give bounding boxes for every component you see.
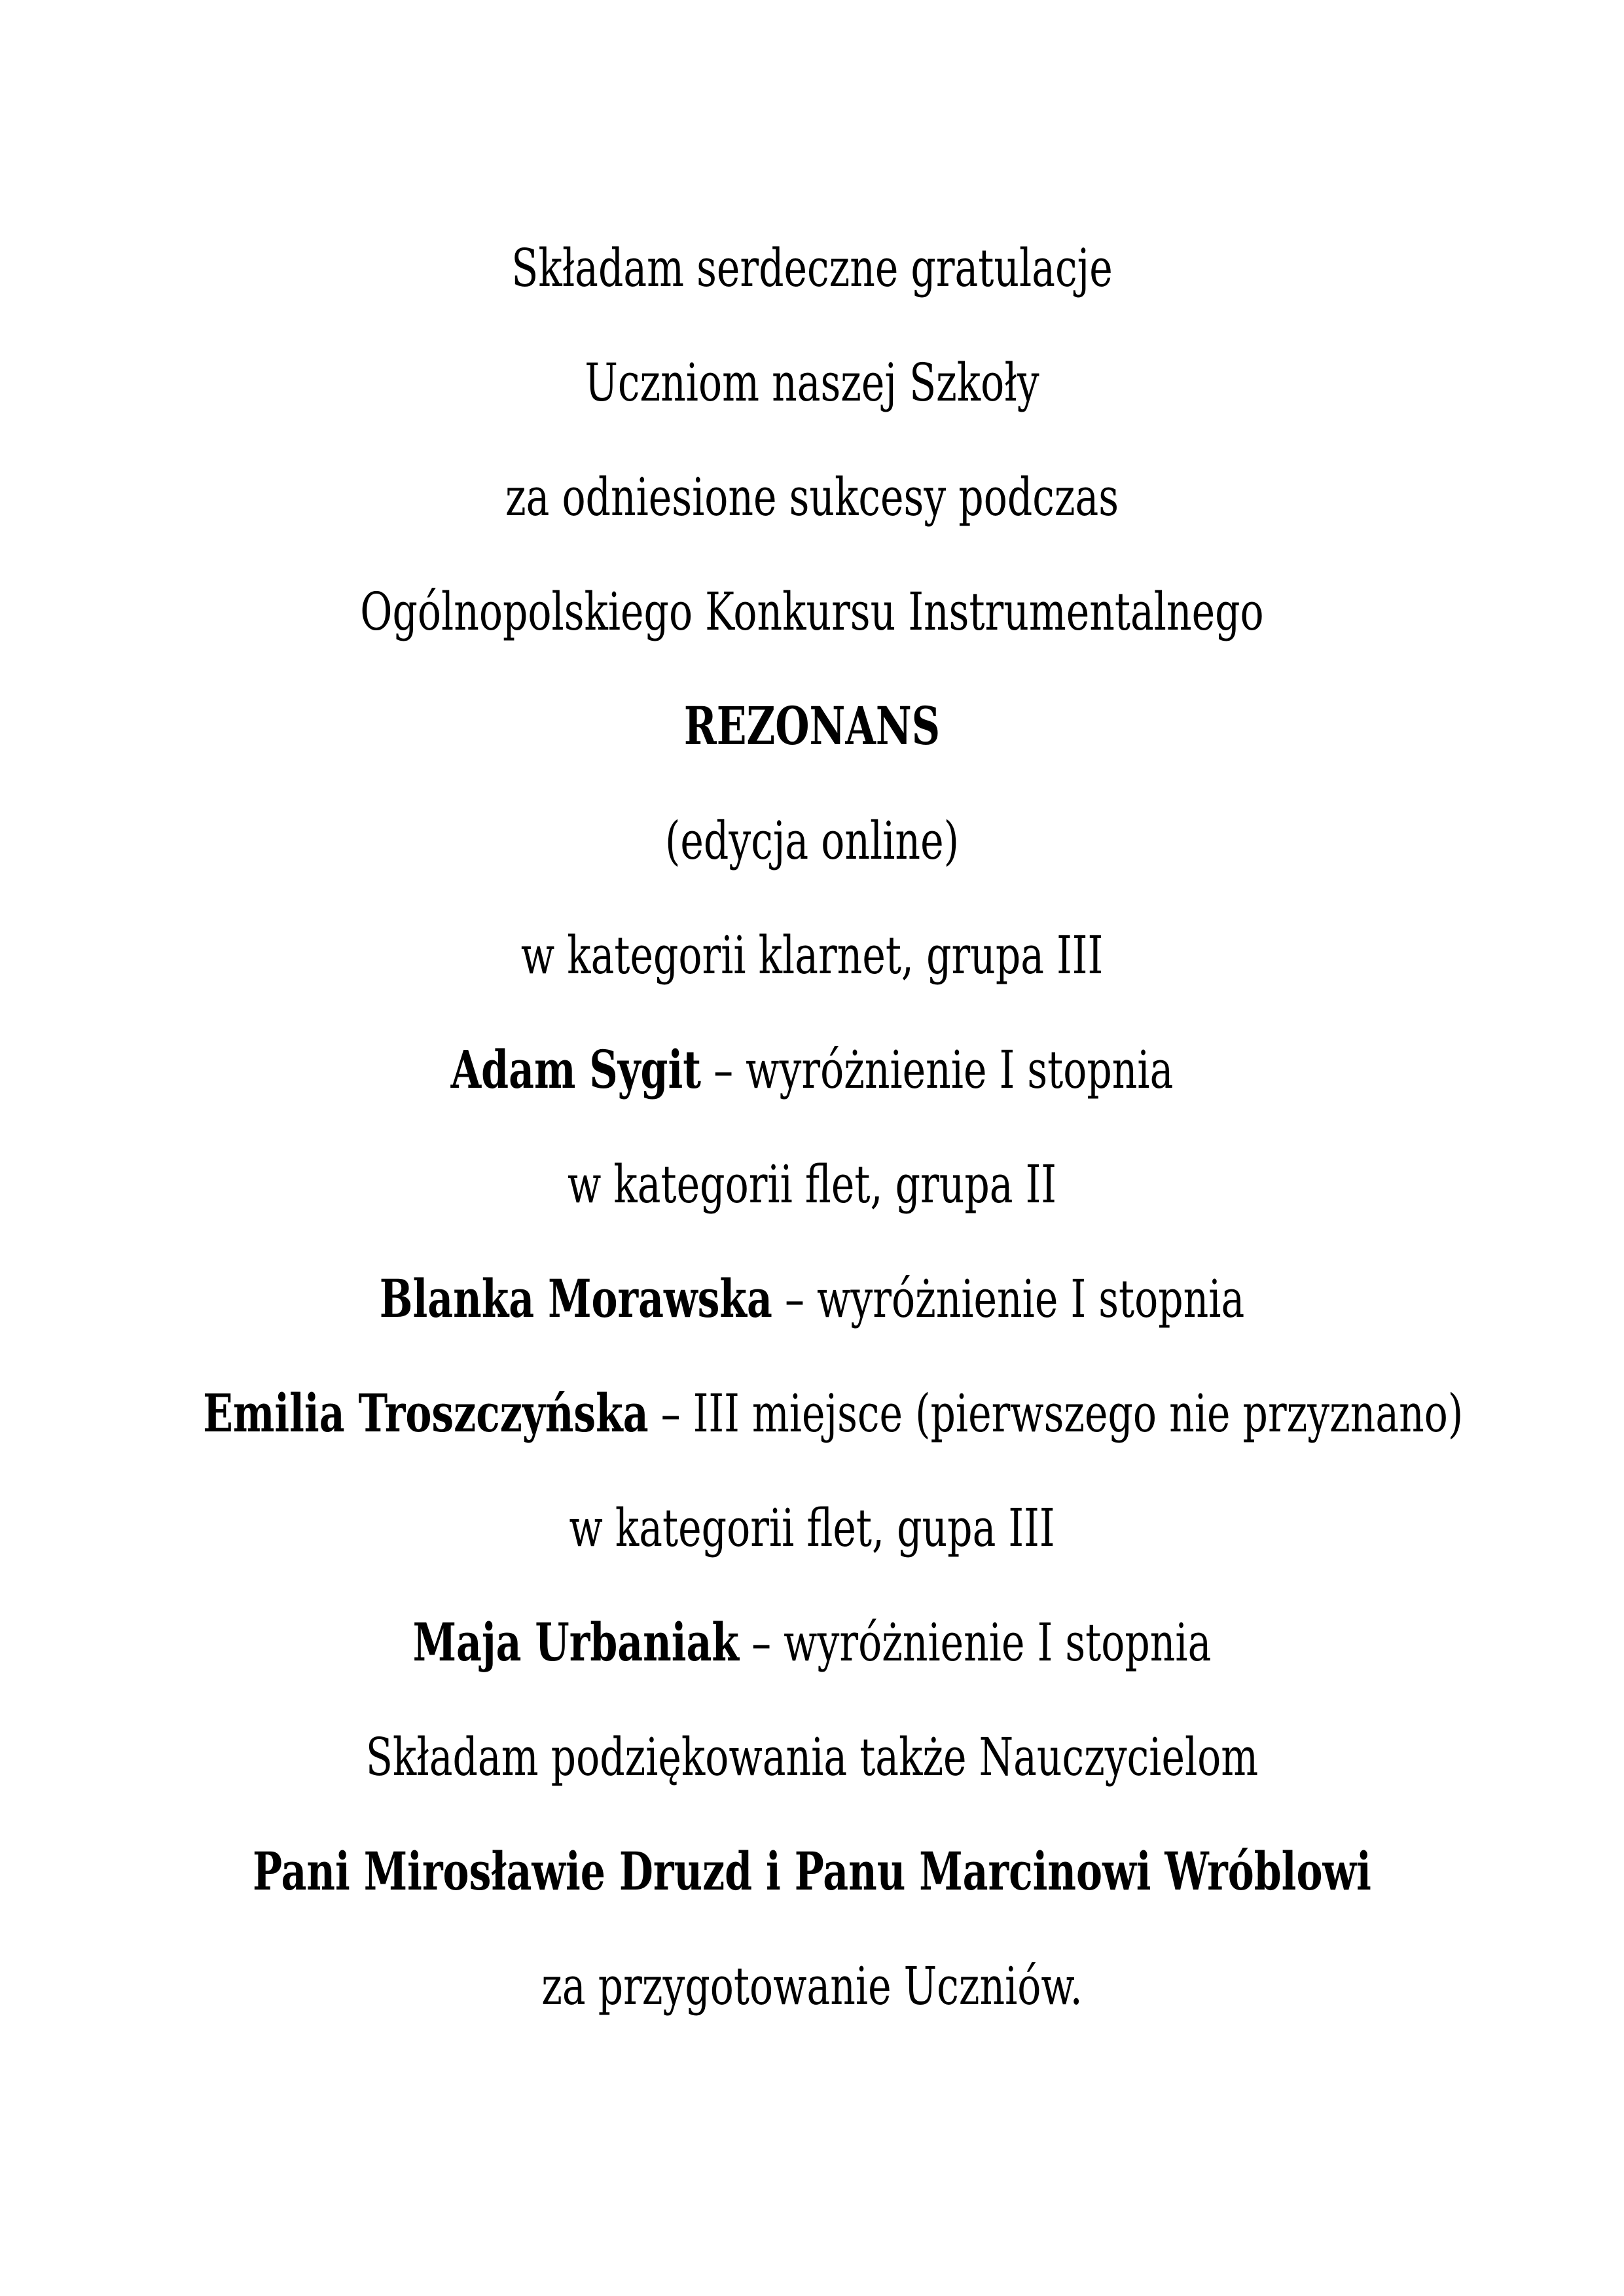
document-line: [203, 554, 1421, 669]
line-bold-text: Maja Urbaniak: [412, 1611, 740, 1673]
document-line-award: [203, 1356, 1464, 1471]
document-line-award: [203, 1585, 1421, 1700]
line-text: za przygotowanie Uczniów.: [541, 1956, 1083, 2017]
line-text: – wyróżnienie I stopnia: [739, 1612, 1212, 1673]
line-bold-text: Adam Sygit: [450, 1039, 702, 1100]
document-line: [203, 1471, 1421, 1585]
line-text: w kategorii flet, gupa III: [569, 1498, 1055, 1558]
document-line: [203, 440, 1421, 554]
line-text: w kategorii flet, grupa II: [567, 1154, 1056, 1215]
document-line: [203, 783, 1421, 898]
line-text: Składam serdeczne gratulacje: [511, 238, 1113, 298]
line-text: (edycja online): [665, 810, 959, 871]
document-line-title: [203, 669, 1421, 783]
document-line-teachers: [203, 1814, 1421, 1929]
line-text: – wyróżnienie I stopnia: [701, 1039, 1174, 1100]
line-bold-text: REZONANS: [683, 695, 941, 757]
line-bold-text: Pani Mirosławie Druzd i Panu Marcinowi Wróblowi: [253, 1840, 1371, 1902]
line-text: Składam podziękowania także Nauczycielom: [365, 1727, 1259, 1787]
line-text: – III miejsce (pierwszego nie przyznano): [648, 1383, 1464, 1444]
document-line: [203, 1929, 1421, 2043]
document-line: [203, 325, 1421, 440]
document-body: [0, 211, 1624, 2043]
line-text: za odniesione sukcesy podczas: [505, 467, 1119, 528]
document-line-award: [203, 1013, 1421, 1127]
line-bold-text: Blanka Morawska: [379, 1268, 772, 1329]
line-bold-text: Emilia Troszczyńska: [203, 1382, 649, 1444]
line-text: w kategorii klarnet, grupa III: [520, 925, 1104, 986]
document-line: [203, 898, 1421, 1013]
document-line-award: [203, 1242, 1421, 1356]
line-text: Ogólnopolskiego Konkursu Instrumentalnego: [360, 581, 1264, 642]
line-text: Uczniom naszej Szkoły: [585, 352, 1039, 413]
document-line: [203, 1127, 1421, 1242]
line-text: – wyróżnienie I stopnia: [772, 1268, 1245, 1329]
document-line: [203, 211, 1421, 325]
document-line: [203, 1700, 1421, 1814]
